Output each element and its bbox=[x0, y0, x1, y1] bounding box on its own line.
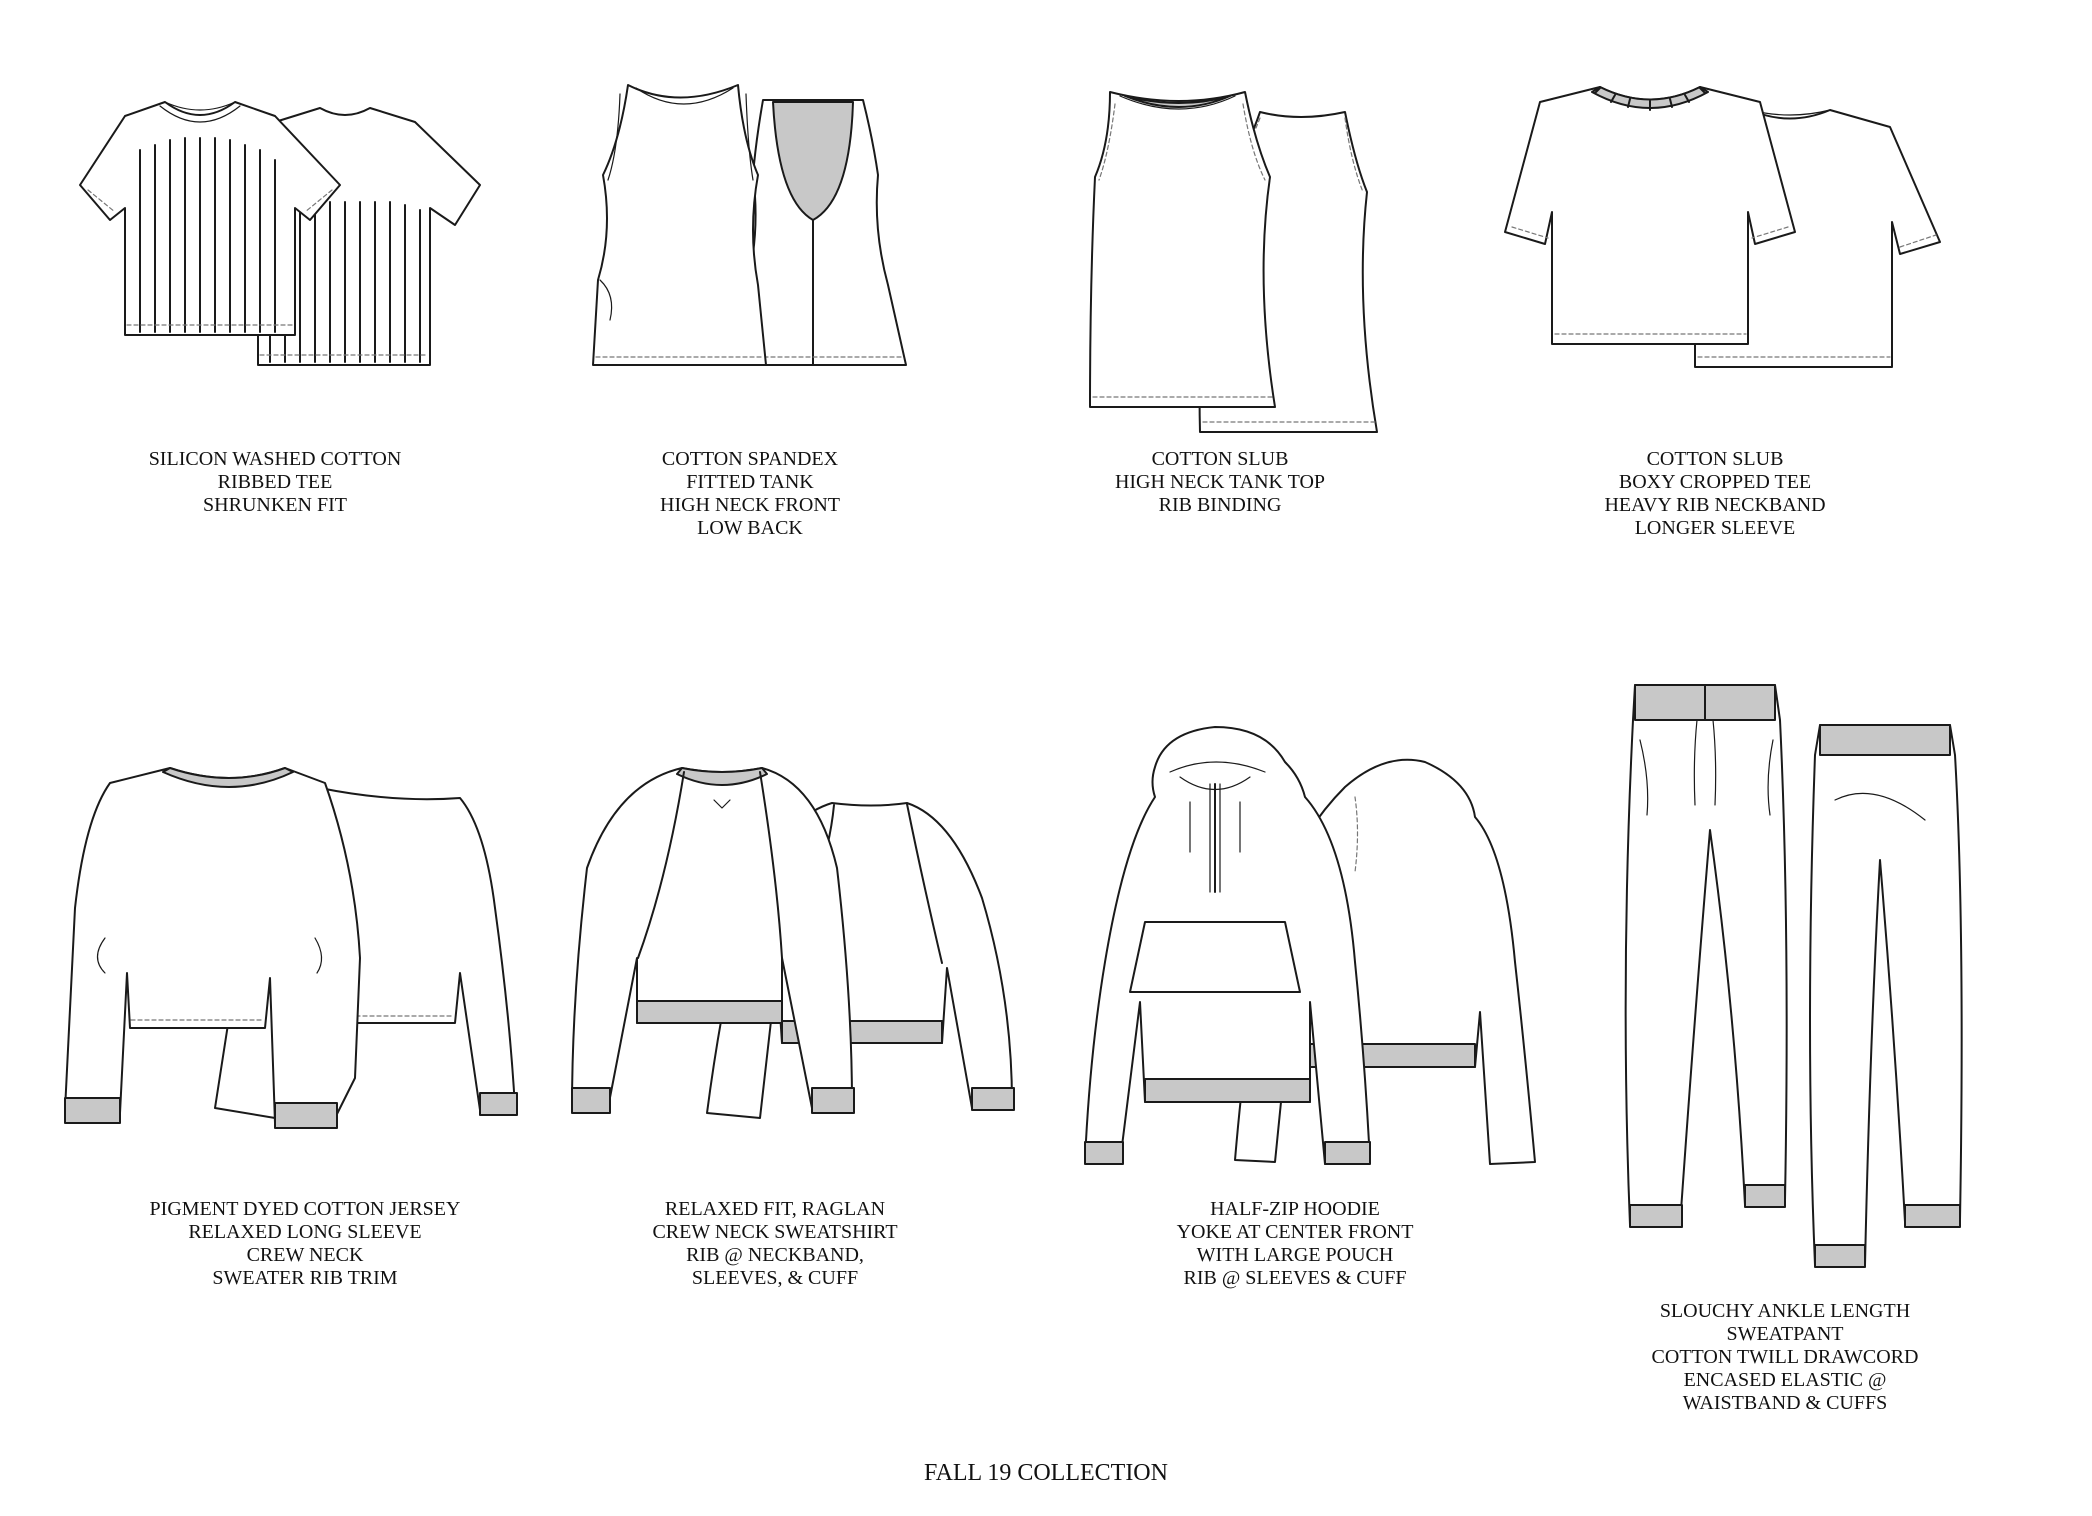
caption-line: WITH LARGE POUCH bbox=[1196, 1244, 1394, 1266]
caption-relaxed-long-sleeve bbox=[125, 1198, 485, 1290]
caption-line: LOW BACK bbox=[697, 517, 803, 539]
caption-line: PIGMENT DYED COTTON JERSEY bbox=[149, 1198, 461, 1220]
ribbed-tee-flat-sketch bbox=[70, 90, 490, 380]
caption-ribbed-tee bbox=[105, 448, 445, 517]
caption-fitted-tank bbox=[590, 448, 910, 540]
caption-line: SLOUCHY ANKLE LENGTH bbox=[1659, 1300, 1911, 1322]
caption-line: COTTON TWILL DRAWCORD bbox=[1651, 1346, 1919, 1368]
collection-title: FALL 19 COLLECTION bbox=[924, 1460, 1168, 1486]
relaxed-long-sleeve-flat-sketch bbox=[65, 758, 525, 1168]
caption-raglan-sweatshirt bbox=[615, 1198, 935, 1290]
caption-half-zip-hoodie bbox=[1135, 1198, 1455, 1290]
caption-line: SWEATPANT bbox=[1726, 1323, 1844, 1345]
raglan-sweatshirt-flat-sketch bbox=[572, 758, 1022, 1168]
caption-line: COTTON SLUB bbox=[1151, 448, 1289, 470]
caption-boxy-cropped-tee bbox=[1555, 448, 1875, 540]
caption-line: ENCASED ELASTIC @ bbox=[1683, 1369, 1887, 1391]
caption-line: YOKE AT CENTER FRONT bbox=[1176, 1221, 1414, 1243]
caption-line: HEAVY RIB NECKBAND bbox=[1604, 494, 1826, 516]
half-zip-hoodie-flat-sketch bbox=[1085, 722, 1545, 1172]
sweatpant-flat-sketch bbox=[1625, 680, 1970, 1270]
caption-line: COTTON SLUB bbox=[1646, 448, 1784, 470]
boxy-cropped-tee-flat-sketch bbox=[1500, 82, 1950, 382]
caption-line: CREW NECK SWEATSHIRT bbox=[652, 1221, 898, 1243]
caption-line: CREW NECK bbox=[246, 1244, 364, 1266]
caption-line: SLEEVES, & CUFF bbox=[691, 1267, 859, 1289]
caption-line: SILICON WASHED COTTON bbox=[148, 448, 402, 470]
caption-line: COTTON SPANDEX bbox=[661, 448, 839, 470]
caption-sweatpant bbox=[1625, 1300, 1945, 1415]
caption-line: LONGER SLEEVE bbox=[1634, 517, 1796, 539]
caption-line: RIBBED TEE bbox=[217, 471, 333, 493]
caption-line: BOXY CROPPED TEE bbox=[1618, 471, 1812, 493]
caption-line: SWEATER RIB TRIM bbox=[212, 1267, 398, 1289]
caption-high-neck-tank bbox=[1060, 448, 1380, 517]
caption-line: RELAXED FIT, RAGLAN bbox=[664, 1198, 886, 1220]
caption-line: HIGH NECK FRONT bbox=[660, 494, 840, 516]
high-neck-tank-flat-sketch bbox=[1085, 82, 1385, 442]
caption-line: FITTED TANK bbox=[686, 471, 814, 493]
caption-line: WAISTBAND & CUFFS bbox=[1682, 1392, 1888, 1414]
caption-line: SHRUNKEN FIT bbox=[203, 494, 347, 516]
caption-line: HIGH NECK TANK TOP bbox=[1114, 471, 1326, 493]
caption-line: RELAXED LONG SLEEVE bbox=[188, 1221, 422, 1243]
caption-line: RIB BINDING bbox=[1158, 494, 1282, 516]
fitted-tank-flat-sketch bbox=[588, 80, 918, 380]
caption-line: HALF-ZIP HOODIE bbox=[1210, 1198, 1380, 1220]
caption-line: RIB @ SLEEVES & CUFF bbox=[1183, 1267, 1407, 1289]
caption-line: RIB @ NECKBAND, bbox=[686, 1244, 864, 1266]
